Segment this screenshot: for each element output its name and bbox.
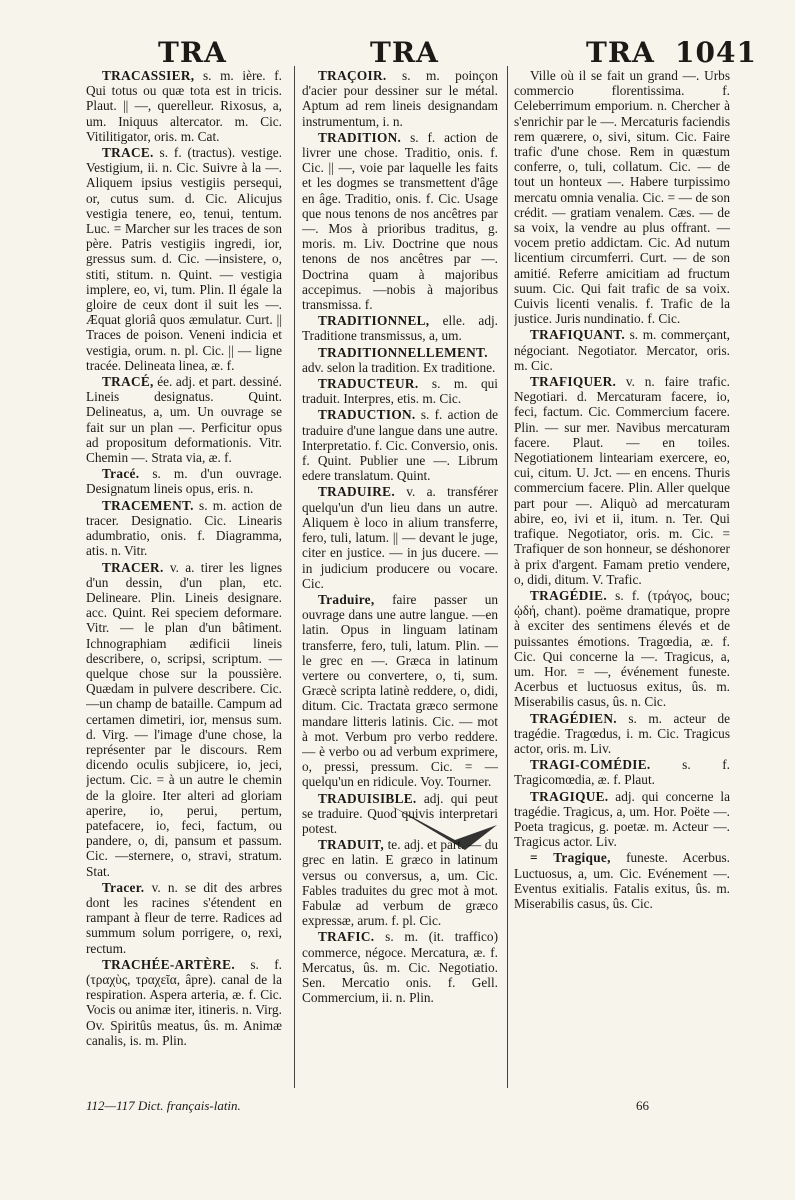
entry-headword: TRADITIONNEL, xyxy=(318,313,430,329)
dictionary-entry xyxy=(86,145,282,373)
dictionary-entry xyxy=(514,850,730,911)
entry-definition: s. m. poinçon d'acier pour dessiner sur le métal. Aptum ad rem lineis designandam instrumentum, i. n. xyxy=(302,68,498,129)
dictionary-entry xyxy=(302,929,498,1005)
dictionary-entry xyxy=(302,484,498,590)
entry-definition: elle. adj. Traditione transmissus, a, um. xyxy=(302,313,498,344)
entry-definition: te. adj. et part. — du grec en latin. E græco in latinum versus ou conversus, a, um. Cic. Fables traduites du grec mot à mot. Fabulæ ad verbum de græco expressæ, arum. f. pl. Cic. xyxy=(302,837,498,929)
entry-definition: s. f. action de livrer une chose. Traditio, onis. f. Cic. || —, voie par laquelle les faits et les dogmes se transmettent d'âge en âge. Traditio, onis. f. Cic. Usage que nous tenons de nos ancêtres par —. Mos à prioribus traditus, g. moris. m. Liv. Doctrine que nous tenons de nos ancêtres par —. Doctrina quam à majoribus accepimus. —nobis à majoribus transmissa. f. xyxy=(302,129,498,313)
entry-headword: TRADITION. xyxy=(318,129,402,145)
dictionary-entry xyxy=(514,327,730,373)
entry-definition: v. a. tirer les lignes d'un dessin, d'un plan, etc. Delineare. Plin. Lineis designare. acc. Quint. Rei speciem deformare. Vitr. — le plan d'un bâtiment. Ichnographiam ædificii lineis describere, o, scripsi, scriptum. —quelque chose sur la poussière. Quædam in pulvere describere. Cic. —un champ de bataille. Campum ad certamen dimetiri, ior, mensus sum. d. Virg. — l'image d'une chose, la représenter par le discours. Rem dicendo oculis subjicere, io, jeci, jectum. Cic. = à un autre le chemin de la gloire. Iter alteri ad gloriam aperire, io, perui, pertum, patefacere, io, feci, factum, ou pandere, o, di, pansum et passum. Cic. —sternere, o, stravi, stratum. Stat. xyxy=(86,559,282,879)
footer-signature: 112—117 Dict. français-latin. xyxy=(86,1098,241,1113)
running-head-left: TRA xyxy=(158,36,227,69)
dictionary-entry xyxy=(86,957,282,1048)
running-head-center: TRA xyxy=(370,36,439,69)
entry-definition: s. f. (τραχὺς, τραχεῖα, âpre). canal de la respiration. Aspera arteria, æ. f. Cic. Vocis ou animæ iter, itineris. n. Virg. Ov. Spiritûs meatus, ûs. m. Animæ canalis, is. m. Plin. xyxy=(86,956,282,1048)
entry-headword: TRADUISIBLE. xyxy=(318,790,417,806)
entry-definition: s. m. (it. traffico) commerce, négoce. Mercatura, æ. f. Mercatus, ûs. m. Cic. Negotiatio. Sen. Mercatio onis. f. Gell. Commercium, ii. n. Plin. xyxy=(302,929,498,1006)
entry-headword: TRACE. xyxy=(102,145,154,161)
column-rule xyxy=(294,66,295,1088)
entry-definition: adv. selon la tradition. Ex traditione. xyxy=(302,359,496,375)
dictionary-entry xyxy=(302,376,498,406)
dictionary-entry xyxy=(514,711,730,757)
entry-definition: s. f. action de traduire d'une langue dans une autre. Interpretatio. f. Cic. Conversio, onis. f. Quint. Publier une —. Librum edere translatum. Quint. xyxy=(302,407,498,484)
entry-headword: = Tragique, xyxy=(530,850,611,866)
entry-headword: TRADUCTION. xyxy=(318,407,416,423)
entry-headword: TRAÇOIR. xyxy=(318,68,387,83)
running-head-right: TRA xyxy=(586,36,655,69)
dictionary-entry xyxy=(302,345,498,375)
dictionary-entry xyxy=(302,407,498,483)
entry-headword: TRAGI-COMÉDIE. xyxy=(530,757,651,773)
ink-mark xyxy=(385,795,505,855)
entry-definition: faire passer un ouvrage dans une autre langue. —en latin. Opus in linguam latinam transferre, fero, tuli, latum. Plin. — le grec en —. Græca in latinum vertere ou convertere, o, ti, sum. Græcè scripta latinè reddere, o, didi, ditum. Cic. Tractata græco sermone mandare litteris latinis. Cic. — mot à mot. Verbum pro verbo reddere. — è verbo ou ad verbum exprimere, o, pressi, pressum. Cic. = — quelqu'un en ridicule. Voy. Tourner. xyxy=(302,591,498,790)
entry-headword: TRADUIRE. xyxy=(318,484,395,500)
entry-definition: s. m. acteur de tragédie. Tragœdus, i. m. Cic. Tragicus actor, oris. m. Liv. xyxy=(514,710,730,756)
column-3 xyxy=(514,68,730,1088)
entry-definition: Ville où il se fait un grand —. Urbs commercio florentissima. f. Celeberrimum emporium. n. Chercher à s'enrichir par le —. Mercaturis faciendis rem quærere, o, sivi, situm. Cic. Faire trafic d'une chose. Rem in quæstum conferre, o, tuli, collatum. Cic. — de tout un honteux —. Habere turpissimo mercatu omnia venalia. Cic. = — de son crédit. — gratiam venalem. Cæs. — de sa voix, la vendre au plus offrant. — vocem pretio addictam. Cic. Ad nutum licentium circumferri. Curt. — de son amitié. Referre amicitiam ad fructum suum. Cic. Qui fait trafic de sa voix. Cuivis licenti venalis. f. Trafic de la justice. Juris nundinatio. f. Cic. xyxy=(514,68,730,327)
dictionary-entry xyxy=(86,466,282,496)
dictionary-entry xyxy=(514,757,730,787)
dictionary-entry xyxy=(86,374,282,465)
entry-definition: s. m. commerçant, négociant. Negotiator. Mercator, oris. m. Cic. xyxy=(514,327,730,373)
entry-definition: s. m. qui traduit. Interpres, etis. m. Cic. xyxy=(302,376,498,407)
dictionary-entry xyxy=(514,374,730,587)
entry-definition: v. a. transférer quelqu'un d'un lieu dans un autre. Aliquem è loco in alium transferre, fero, tuli, latum. || — devant le juge, citer en justice. — in jus ducere. — in judicium producere ou vocare. Cic. xyxy=(302,484,498,591)
dictionary-entry xyxy=(514,588,730,710)
dictionary-entry xyxy=(514,68,730,326)
entry-headword: TRAGÉDIEN. xyxy=(530,710,617,726)
entry-definition: s. m. ière. f. Qui totus ou quæ tota est in tricis. Plaut. || —, querelleur. Rixosus, a, um. Iniquus altercator. m. Cic. Vitilitigator, oris. m. Cat. xyxy=(86,68,282,144)
entry-headword: TRADITIONNELLEMENT. xyxy=(318,344,488,360)
entry-headword: TRAFIQUER. xyxy=(530,374,617,390)
entry-headword: TRACASSIER, xyxy=(102,68,195,83)
entry-headword: TRACEMENT. xyxy=(102,497,194,513)
entry-definition: s. f. Tragicomœdia, æ. f. Plaut. xyxy=(514,757,730,788)
column-2 xyxy=(302,68,498,1088)
entry-definition: adj. qui peut se traduire. Quod quivis interpretari potest. xyxy=(302,790,498,836)
dictionary-entry xyxy=(86,498,282,559)
column-rule xyxy=(507,66,508,1088)
entry-definition: s. f. (τράγος, bouc; ᾠδή, chant). poëme dramatique, propre à exciter des sentimens élevés et de puissantes émotions. Tragœdia, æ. f. Cic. Qui concerne la —. Tragicus, a, um. Hor. = —, événement funeste. Acerbus et luctuosus exitus, ûs. m. Miserabilis casus, ûs. n. Cic. xyxy=(514,587,730,710)
dictionary-entry xyxy=(302,130,498,312)
entry-definition: funeste. Acerbus. Luctuosus, a, um. Cic. Evénement —. Eventus exitialis. Fatalis exitus, ûs. m. Miserabilis casus, ûs. Cic. xyxy=(514,850,730,911)
dictionary-entry xyxy=(514,789,730,850)
entry-definition: s. m. action de tracer. Designatio. Cic. Linearis adumbratio, onis. f. Diagramma, atis. n. Vitr. xyxy=(86,497,282,559)
dictionary-entry xyxy=(86,68,282,144)
entry-headword: Traduire, xyxy=(318,591,375,607)
dictionary-entry xyxy=(302,592,498,790)
entry-headword: TRAFIQUANT. xyxy=(530,327,626,343)
entry-headword: TRACHÉE-ARTÈRE. xyxy=(102,956,235,972)
entry-definition: adj. qui concerne la tragédie. Tragicus, a, um. Hor. Poëte —. Poeta tragicus, g. poetæ. m. Acteur —. Tragicus actor. Liv. xyxy=(514,788,730,850)
entry-headword: TRAGIQUE. xyxy=(530,788,609,804)
entry-definition: s. m. d'un ouvrage. Designatum lineis opus, eris. n. xyxy=(86,466,282,497)
dictionary-entry xyxy=(86,880,282,956)
entry-definition: ée. adj. et part. dessiné. Lineis designatus. Quint. Delineatus, a, um. Un ouvrage se fait sur un plan —. Perficitur opus ad propositum deformationis. Vitr. Chemin —. Strata via, æ. f. xyxy=(86,374,282,466)
entry-headword: TRAFIC. xyxy=(318,929,375,945)
footer-sheet-number: 66 xyxy=(636,1098,649,1113)
entry-definition: v. n. se dit des arbres dont les racines s'étendent en rampant à fleur de terre. Radices ad summum solum porrigere, o, rexi, rectum. xyxy=(86,879,282,956)
entry-headword: TRACÉ, xyxy=(102,374,154,390)
dictionary-entry xyxy=(86,560,282,879)
entry-headword: TRACER. xyxy=(102,559,164,575)
entry-headword: TRADUIT, xyxy=(318,837,385,853)
entry-headword: TRADUCTEUR. xyxy=(318,376,419,392)
entry-definition: s. f. (tractus). vestige. Vestigium, ii. n. Cic. Suivre à la —. Aliquem ipsius vestigiis persequi, or, cutus sum. d. Cic. Alicujus vestigia tenere, eo, tenui, tentum. Luc. = Marcher sur les traces de son père. Patris vestigiis ingredi, ior, gressus sum. d. Cic. —insistere, o, stiti, stitum. n. Quint. — vestigia implere, eo, vi, tum. Plin. Il égale la gloire de ceux dont il suit les —. Æquat gloriâ quos æmulatur. Curt. || Traces de poison. Veneni indicia et vestigia, orum. n. pl. Cic. || — ligne tracée. Delineata linea, æ. f. xyxy=(86,145,282,373)
column-1 xyxy=(86,68,282,1088)
entry-headword: TRAGÉDIE. xyxy=(530,587,607,603)
entry-headword: Tracé. xyxy=(102,466,140,482)
entry-definition: v. n. faire trafic. Negotiari. d. Mercaturam facere, io, feci, factum. Cic. Commercium facere. Plin. — sur mer. Navibus mercaturam facere. Plaut. — en toiles. Negotiationem linteariam exercere, eo, cui, citum. U. Jct. — en encens. Thuris commercium facere. Plin. Aller quelque part pour —. Aliquò ad mercaturam abire, eo, ivi et ii, itum. n. Ter. Qui trafique. Negotiator, oris. m. Cic. = Trafiquer de son honneur, se déshonorer à prix d'argent. Famam pretio vendere, o, didi, ditum. V. Trafic. xyxy=(514,374,730,587)
dictionary-entry xyxy=(302,68,498,129)
dictionary-entry xyxy=(302,313,498,343)
page-number: 1041 xyxy=(675,36,757,69)
entry-headword: Tracer. xyxy=(102,879,145,895)
